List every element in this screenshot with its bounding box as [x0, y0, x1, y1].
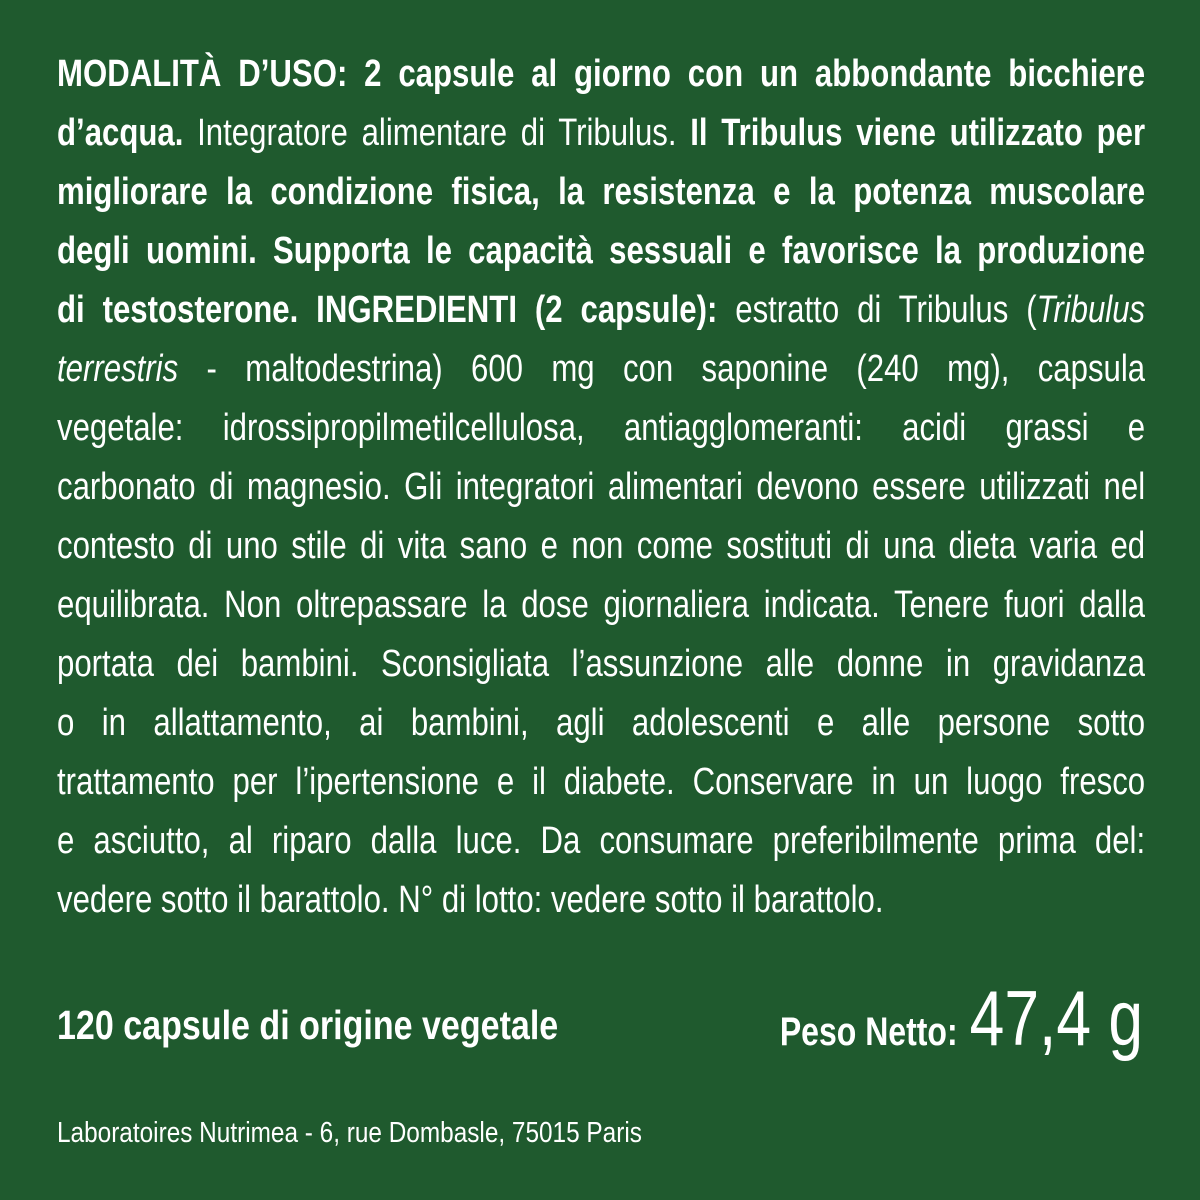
- label-line: [57, 517, 1145, 576]
- label-text-block: [57, 45, 1145, 930]
- label-line: [57, 399, 1145, 458]
- warnings-text: equilibrata. Non oltrepassare la dose giornaliera indicata. Tenere fuori dalla: [57, 584, 1145, 626]
- manufacturer-address: Laboratoires Nutrimea - 6, rue Dombasle, 75015 Paris: [57, 1117, 642, 1149]
- label-line: [57, 871, 1145, 930]
- storage-text: trattamento per l’ipertensione e il diabete. Conservare in un luogo fresco: [57, 761, 1145, 803]
- net-weight-label: Peso Netto:: [779, 1010, 958, 1054]
- ingredients-text: estratto di Tribulus (: [717, 289, 1037, 331]
- net-weight-value: 47,4 g: [969, 974, 1143, 1062]
- label-line: [57, 753, 1145, 812]
- label-line: [57, 104, 1145, 163]
- label-line: [57, 812, 1145, 871]
- warnings-text: o in allattamento, ai bambini, agli adolescenti e alle persone sotto: [57, 702, 1145, 744]
- ingredients-text: vegetale: idrossipropilmetilcellulosa, antiagglomeranti: acidi grassi e: [57, 407, 1145, 449]
- botanical-name-text: terrestris: [57, 348, 179, 390]
- directions-text: d’acqua.: [57, 112, 184, 154]
- net-weight: [779, 974, 1143, 1062]
- storage-text: e asciutto, al riparo dalla luce. Da consumare preferibilmente prima del:: [57, 820, 1145, 862]
- ingredients-heading: INGREDIENTI (2 capsule):: [298, 289, 718, 331]
- label-line: [57, 694, 1145, 753]
- label-line: [57, 340, 1145, 399]
- label-text: carbonato di magnesio. Gli integratori alimentari devono essere utilizzati nel: [57, 466, 1145, 508]
- benefit-claim-text: migliorare la condizione fisica, la resistenza e la potenza muscolare: [57, 171, 1145, 213]
- warnings-text: portata dei bambini. Sconsigliata l’assunzione alle donne in gravidanza: [57, 643, 1145, 685]
- botanical-name-text: Tribulus: [1036, 289, 1145, 331]
- label-line: [57, 281, 1145, 340]
- directions-text: MODALITÀ D’USO: 2 capsule al giorno con un abbondante bicchiere: [57, 53, 1145, 95]
- product-description-text: Integratore alimentare di Tribulus.: [183, 112, 677, 154]
- label-line: [57, 45, 1145, 104]
- ingredients-text: - maltodestrina) 600 mg con saponine (240 mg), capsula: [178, 348, 1145, 390]
- label-line: [57, 163, 1145, 222]
- benefit-claim-text: di testosterone.: [57, 289, 299, 331]
- label-line: [57, 576, 1145, 635]
- label-line: [57, 222, 1145, 281]
- benefit-claim-text: degli uomini. Supporta le capacità sessuali e favorisce la produzione: [57, 230, 1145, 272]
- label-line: [57, 458, 1145, 517]
- capsule-count: 120 capsule di origine vegetale: [57, 1002, 559, 1048]
- warnings-text: contesto di uno stile di vita sano e non come sostituti di una dieta varia ed: [57, 525, 1145, 567]
- label-line: [57, 635, 1145, 694]
- lot-info-text: vedere sotto il barattolo. N° di lotto: vedere sotto il barattolo.: [57, 879, 884, 921]
- benefit-claim-text: Il Tribulus viene utilizzato per: [676, 112, 1145, 154]
